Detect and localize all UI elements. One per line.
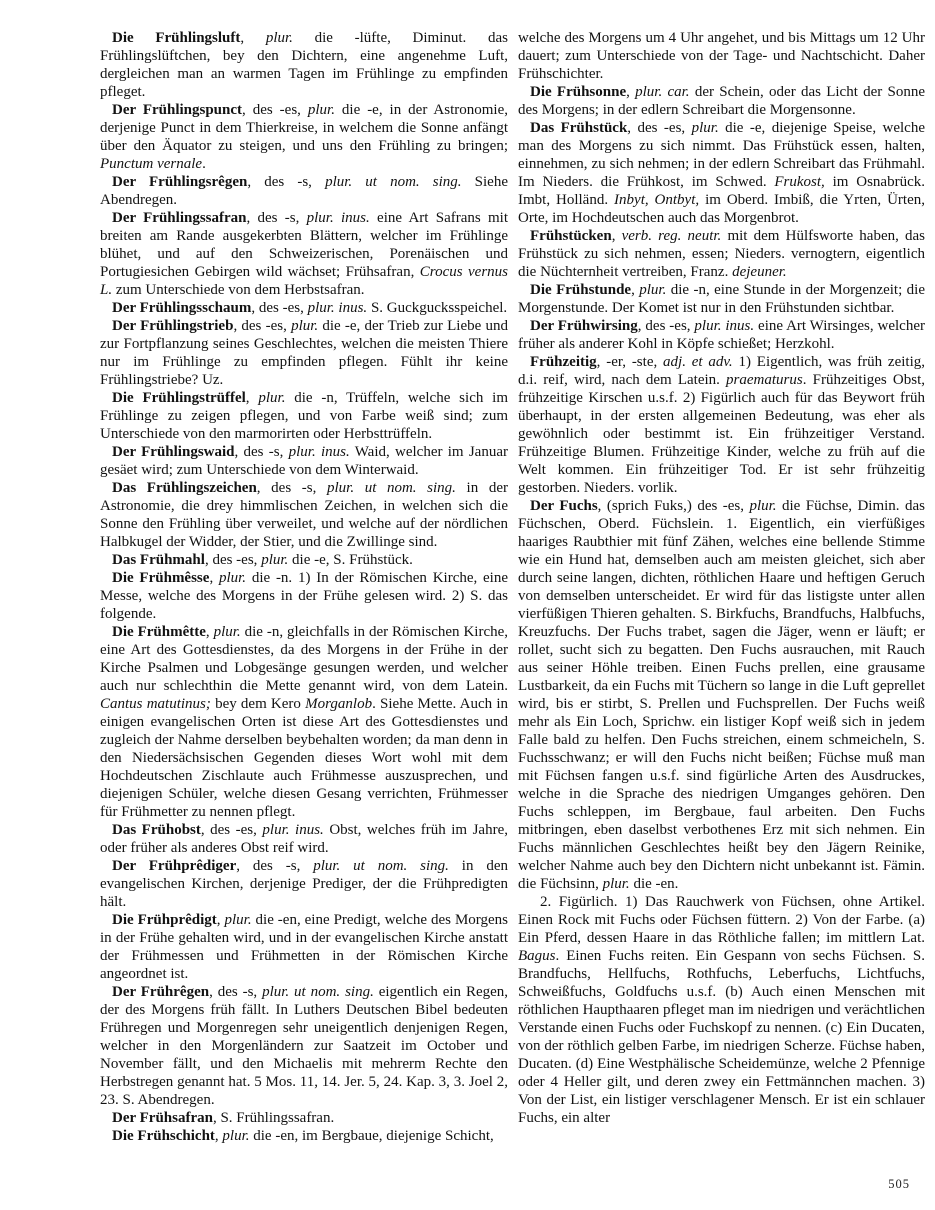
body-text: , bbox=[209, 570, 219, 586]
body-text: mit dem Hülfsworte haben, das Frühstück zu sich nehmen, essen; Nieders. vernogtern, eigentlich die Nüchternheit vertreiben, Franz. bbox=[518, 228, 926, 280]
two-column-text-block bbox=[100, 29, 925, 1145]
dictionary-entry bbox=[100, 1127, 508, 1145]
entry-headword: Die Frühlingsluft bbox=[112, 30, 241, 46]
body-text: S. Guckgucksspeichel. bbox=[367, 300, 508, 316]
entry-headword: Der Frühlingstrieb bbox=[112, 318, 234, 334]
dictionary-entry bbox=[518, 227, 925, 281]
body-text: , bbox=[205, 624, 214, 640]
italic-text: plur. bbox=[639, 282, 667, 298]
italic-text: plur. ut nom. sing. bbox=[325, 174, 462, 190]
body-text: Siehe Abendregen. bbox=[100, 174, 508, 208]
italic-text: plur. inus. bbox=[307, 300, 368, 316]
dictionary-entry bbox=[100, 209, 508, 299]
dictionary-entry bbox=[100, 299, 508, 317]
dictionary-entry bbox=[100, 443, 508, 479]
italic-text: Crocus vernus L. bbox=[100, 264, 508, 298]
entry-headword: Der Frühsafran bbox=[112, 1110, 213, 1126]
entry-headword: Der Frühlingspunct bbox=[112, 102, 243, 118]
body-text: . bbox=[202, 156, 206, 172]
italic-text: Inbyt, Ontbyt, bbox=[614, 192, 700, 208]
body-text: , des -s, bbox=[246, 210, 307, 226]
entry-headword: Die Frühschicht bbox=[112, 1128, 215, 1144]
dictionary-page bbox=[100, 29, 925, 1145]
dictionary-entry bbox=[100, 551, 508, 569]
body-text: , des -es, bbox=[200, 822, 263, 838]
dictionary-entry bbox=[518, 281, 925, 317]
body-text: die -n, eine Stunde in der Morgenzeit; die Morgenstunde. Der Komet ist nur in den Frühstunden sichtbar. bbox=[518, 282, 925, 316]
entry-headword: Das Frühmahl bbox=[112, 552, 205, 568]
dictionary-entry bbox=[100, 101, 508, 173]
dictionary-entry bbox=[100, 983, 508, 1109]
entry-headword: Der Frührêgen bbox=[112, 984, 210, 1000]
body-text: im Oberd. Imbiß, die Yrten, Ürten, Orte, im Hochdeutschen auch das Morgenbrot. bbox=[518, 192, 926, 226]
body-text: die -lüfte, Diminut. das Frühlingslüftchen, bey den Dichtern, eine angenehme Luft, dergleichen man an warmen Tagen im Frühlinge zu empfinden pfleget. bbox=[100, 30, 508, 100]
body-text: , des -s, bbox=[247, 174, 326, 190]
body-text: , des -s, bbox=[209, 984, 263, 1000]
body-text: , des -es, bbox=[637, 318, 695, 334]
entry-headword: Die Frühprêdigt bbox=[112, 912, 217, 928]
dictionary-entry bbox=[518, 317, 925, 353]
body-text: . Frühzeitiges Obst, frühzeitige Kirschen u.s.f. 2) Figürlich auch für das Beywort früh überhaupt, in der ersten allgemeinen Bedeutung, was eher als gewöhnlich oder bestimmt ist. Ein frühzeitiger Verstand. Frühzeitige Blumen. Frühzeitige Kinder, welche zu früh auf die Welt kommen. Ein frühzeitiger Tod. Er ist sehr frühzeitig gestorben. Nieders. vorlik. bbox=[518, 372, 925, 496]
body-text: die -e, S. Frühstück. bbox=[288, 552, 413, 568]
italic-text: Frukost, bbox=[774, 174, 825, 190]
dictionary-entry bbox=[518, 83, 925, 119]
dictionary-entry bbox=[100, 29, 508, 101]
entry-continuation bbox=[518, 29, 925, 83]
italic-text: praematurus bbox=[726, 372, 803, 388]
entry-headword: Die Frühlingstrüffel bbox=[112, 390, 246, 406]
body-text: die Füchse, Dimin. das Füchschen, Oberd. Füchslein. 1. Eigentlich, ein vierfüßiges haariges Raubthier mit fünf Zähen, welches eine bellende Stimme wie ein Hund hat, demselben auch am meisten gleichet, sich aber durch seine langen, dichten, röthlichen Haare und heftigen Geruch von demselben unterscheidet. Er wird für das listigste unter allen vierfüßigen Thieren gehalten. S. Birkfuchs, Brandfuchs, Halbfuchs, Kreuzfuchs. Der Fuchs trabet, sagen die Jäger, wenn er läuft; er rollet, sucht sich zu begatten. Den Fuchs ausrauchen, mit Rauch aus seiner Höhle treiben. Einen Fuchs prellen, eine grausame Lustbarkeit, da ein Fuchs mit Tüchern so lange in die Luft geprellet wird, bis er stirbt, S. Prellen und Fuchsprellen. Der Fuchs weiß mehr als Ein Loch, Sprichw. ein listiger Kopf weiß sich in jedem Falle bald zu helfen. Den Fuchs streichen, einem schmeicheln, S. Fuchsschwanz; er will den Fuchs nicht beißen; Füchse muß man mit Füchsen fangen u.s.f. sind figürliche Arten des Ausdruckes, welche in die Sprache des niedrigen Umganges gehören. Den Fuchs schleppen, im Bergbaue, faul arbeiten. Den Fuchs mitbringen, eben daselbst verbothenes Erz mit sich nehmen. Ein Fuchs männlichen Geschlechtes heißt bey den Jägern Reinike, welcher Nahme auch bey den Dichtern nicht unbekannt ist. Fämin. die Füchsinn, bbox=[518, 498, 925, 892]
italic-text: plur. inus. bbox=[306, 210, 370, 226]
body-text: eine Art Safrans mit breiten am Rande ausgekerbten Blättern, welcher im Frühlinge blühet, und auf den Schweizerischen, Porenäischen und Portugiesichen Gebirgen wild wächset; Frühsafran, bbox=[100, 210, 508, 280]
body-text: , des -es, bbox=[204, 552, 262, 568]
italic-text: plur. inus. bbox=[288, 444, 350, 460]
entry-headword: Der Frühlingsrêgen bbox=[112, 174, 248, 190]
body-text: eine Art Wirsinges, welcher früher als anderer Kohl in Köpfe schießet; Herzkohl. bbox=[518, 318, 925, 352]
body-text: die -en. bbox=[629, 876, 679, 892]
body-text: der Schein, oder das Licht der Sonne des Morgens; in der edlern Schreibart die Morgensonne. bbox=[518, 84, 926, 118]
italic-text: plur. ut nom. sing. bbox=[262, 984, 374, 1000]
body-text: , S. Frühlingssafran. bbox=[212, 1110, 335, 1126]
body-text: zum Unterschiede von dem Herbstsafran. bbox=[112, 282, 365, 298]
italic-text: plur. bbox=[291, 318, 319, 334]
dictionary-entry bbox=[518, 353, 925, 497]
body-text: , des -s, bbox=[234, 444, 289, 460]
dictionary-entry bbox=[518, 497, 925, 893]
italic-text: plur. car. bbox=[635, 84, 690, 100]
italic-text: plur. bbox=[258, 390, 286, 406]
body-text: in den evangelischen Kirchen, derjenige Prediger, der die Frühpredigten hält. bbox=[100, 858, 508, 910]
body-text: , (sprich Fuks,) des -es, bbox=[597, 498, 750, 514]
body-text: die -en, im Bergbaue, diejenige Schicht, bbox=[249, 1128, 494, 1144]
dictionary-entry bbox=[100, 857, 508, 911]
dictionary-entry bbox=[518, 119, 925, 227]
dictionary-entry bbox=[100, 569, 508, 623]
entry-headword: Das Frühobst bbox=[112, 822, 201, 838]
body-text: die -e, diejenige Speise, welche man des Morgens zu sich nimmt. Das Frühstück essen, halten, einnehmen, zu sich nehmen; in der edlern Schreibart das Frühmahl. Im Nieders. die Frühkost, im Schwed. bbox=[518, 120, 925, 190]
italic-text: plur. bbox=[691, 120, 719, 136]
italic-text: plur. bbox=[265, 30, 293, 46]
dictionary-entry bbox=[100, 911, 508, 983]
body-text: , bbox=[216, 912, 225, 928]
body-text: , des -es, bbox=[627, 120, 692, 136]
body-text: , bbox=[240, 30, 266, 46]
body-text: , bbox=[631, 282, 640, 298]
body-text: , des -es, bbox=[251, 300, 308, 316]
body-text: , bbox=[611, 228, 622, 244]
body-text: 1) Eigentlich, was früh zeitig, d.i. reif, wird, nach dem Latein. bbox=[518, 354, 925, 388]
body-text: , des -s, bbox=[256, 480, 327, 496]
italic-text: plur. bbox=[218, 570, 247, 586]
body-text: die -n, gleichfalls in der Römischen Kirche, eine Art des Gottesdienstes, da des Morgens in der Frühe in der Kirche Psalmen und Lobgesänge gesungen werden, und welcher auch nur schlechthin die Mette genannt wird, von dem Latein. bbox=[100, 624, 509, 694]
italic-text: plur. ut nom. sing. bbox=[313, 858, 449, 874]
entry-headword: Die Frühmêsse bbox=[112, 570, 210, 586]
entry-headword: Frühzeitig bbox=[530, 354, 597, 370]
entry-headword: Das Frühlingszeichen bbox=[112, 480, 257, 496]
entry-headword: Der Frühlingswaid bbox=[112, 444, 235, 460]
italic-text: plur. bbox=[224, 912, 252, 928]
entry-headword: Die Frühstunde bbox=[530, 282, 632, 298]
dictionary-entry bbox=[100, 173, 508, 209]
italic-text: Bagus bbox=[518, 948, 556, 964]
body-text: welche des Morgens um 4 Uhr angehet, und bis Mittags um 12 Uhr dauert; zum Unterschiede von der Tage- und Nachtschicht. Daher Frühschichter. bbox=[518, 30, 925, 82]
body-text: , des -es, bbox=[233, 318, 292, 334]
body-text: in der Astronomie, die drey himmlischen Zeichen, in welchen sich die Sonne den Frühling über verweilet, und welche auf der nördlichen Halbkugel der Widder, der Stier, und die Zwillinge sind. bbox=[100, 480, 508, 550]
italic-text: plur. inus. bbox=[262, 822, 324, 838]
right-column bbox=[518, 29, 925, 1145]
italic-text: dejeuner. bbox=[732, 264, 787, 280]
dictionary-entry bbox=[100, 1109, 508, 1127]
italic-text: plur. bbox=[213, 624, 241, 640]
entry-headword: Der Frühwirsing bbox=[530, 318, 638, 334]
body-text: , bbox=[626, 84, 636, 100]
body-text: die -e, in der Astronomie, derjenige Punct in dem Thierkreise, in welchem die Sonne anfängt über den Äquator zu steigen, und uns den Frühling zu bringen; bbox=[100, 102, 509, 154]
body-text: die -en, eine Predigt, welche des Morgens in der Frühe gehalten wird, und in der evangelischen Kirche anstatt der Frühmessen und Frühmetten in der Römischen Kirche angeordnet ist. bbox=[100, 912, 509, 982]
entry-headword: Der Fuchs bbox=[530, 498, 598, 514]
italic-text: verb. reg. neutr. bbox=[621, 228, 722, 244]
italic-text: plur. ut nom. sing. bbox=[326, 480, 456, 496]
entry-headword: Der Frühlingsschaum bbox=[112, 300, 252, 316]
body-text: die -n. 1) In der Römischen Kirche, eine Messe, welche des Morgens in der Frühe gelesen wird. 2) S. das folgende. bbox=[100, 570, 509, 622]
body-text: bey dem Kero bbox=[210, 696, 306, 712]
body-text: im Osnabrück. Imbt, Holländ. bbox=[518, 174, 925, 208]
body-text: die -e, der Trieb zur Liebe und zur Fortpflanzung seines Geschlechtes, welchen die meisten Thiere nur im Frühlinge zu empfinden pflegen. Fühlt ihr keine Frühlingstriebe? Uz. bbox=[100, 318, 508, 388]
entry-headword: Der Frühlingssafran bbox=[112, 210, 247, 226]
entry-sub-paragraph bbox=[518, 893, 925, 1127]
body-text: , -er, -ste, bbox=[596, 354, 664, 370]
entry-headword: Frühstücken bbox=[530, 228, 612, 244]
italic-text: plur. bbox=[222, 1128, 250, 1144]
body-text: , bbox=[245, 390, 259, 406]
entry-headword: Die Frühmêtte bbox=[112, 624, 206, 640]
italic-text: adj. et adv. bbox=[663, 354, 733, 370]
body-text: Waid, welcher im Januar gesäet wird; zum Unterschiede von dem Winterwaid. bbox=[100, 444, 508, 478]
body-text: die -n, Trüffeln, welche sich im Frühlinge zu zeigen pflegen, und von Farbe weiß sind; zum Unterschiede von den marmorirten oder Herbsttrüffeln. bbox=[100, 390, 508, 442]
italic-text: Morganlob bbox=[305, 696, 373, 712]
entry-headword: Der Frühprêdiger bbox=[112, 858, 237, 874]
left-column bbox=[100, 29, 508, 1145]
body-text: , bbox=[214, 1128, 223, 1144]
italic-text: plur. bbox=[749, 498, 777, 514]
entry-headword: Die Frühsonne bbox=[530, 84, 627, 100]
page-number: 505 bbox=[888, 1177, 910, 1191]
body-text: . Siehe Mette. Auch in einigen evangelischen Orten ist diese Art des Gottesdienstes und zugleich der Nahme derselben beybehalten worden; da man denn in den Niedersächsischen Gegenden dieses Wort wohl mit dem Hochdeutschen Zischlaute auch Frühmesse auszusprechen, und diejenigen Schüler, welche diesen Gesang verrichten, Frühmesser für Frühmetter zu nennen pflegt. bbox=[100, 696, 508, 820]
entry-headword: Das Frühstück bbox=[530, 120, 628, 136]
dictionary-entry bbox=[100, 623, 508, 821]
italic-text: plur. inus. bbox=[694, 318, 755, 334]
italic-text: plur. bbox=[307, 102, 335, 118]
dictionary-entry bbox=[100, 821, 508, 857]
body-text: , des -es, bbox=[242, 102, 308, 118]
dictionary-entry bbox=[100, 317, 508, 389]
body-text: , des -s, bbox=[236, 858, 314, 874]
body-text: eigentlich ein Regen, der des Morgens früh fällt. In Luthers Deutschen Bibel bedeuten Frühregen und Morgenregen sehr uneigentlich denjenigen Regen, welcher in den Morgenländern zur Saatzeit im October und November fällt, und den Michaelis mit mehrerm Rechte den Herbstregen genannt hat. 5 Mos. 11, 14. Jer. 5, 24. Kap. 3, 3. Joel 2, 23. S. Abendregen. bbox=[100, 984, 509, 1108]
body-text: Obst, welches früh im Jahre, oder früher als anderes Obst reif wird. bbox=[100, 822, 508, 856]
italic-text: plur. bbox=[602, 876, 630, 892]
body-text: 2. Figürlich. 1) Das Rauchwerk von Füchsen, ohne Artikel. Einen Rock mit Fuchs oder Füchsen füttern. 2) Von der Farbe. (a) Ein Pferd, dessen Haare in das Röthliche fallen; im mittlern Lat. bbox=[518, 894, 925, 946]
italic-text: plur. bbox=[261, 552, 289, 568]
italic-text: Punctum vernale bbox=[100, 156, 203, 172]
body-text: . Einen Fuchs reiten. Ein Gespann von sechs Füchsen. S. Brandfuchs, Hellfuchs, Rothfuchs, Leberfuchs, Lichtfuchs, Schweißfuchs, Goldfuchs u.s.f. (b) Auch einen Menschen mit röthlichen Haupthaaren pfleget man im niedrigen und verächtlichen Verstande einen Fuchs oder Fuchskopf zu nennen. (c) Ein Ducaten, von der röthlich gelben Farbe, im niedrigen Scherze. Füchse haben, Ducaten. (d) Eine Westphälische Scheidemünze, welche 2 Pfennige oder 4 Heller gilt, und deren zwey ein Fettmännchen machen. 3) Von der List, ein listiger verschlagener Mensch. Er ist ein schlauer Fuchs, ein alter bbox=[518, 948, 925, 1126]
dictionary-entry bbox=[100, 389, 508, 443]
dictionary-entry bbox=[100, 479, 508, 551]
italic-text: Cantus matutinus; bbox=[100, 696, 211, 712]
